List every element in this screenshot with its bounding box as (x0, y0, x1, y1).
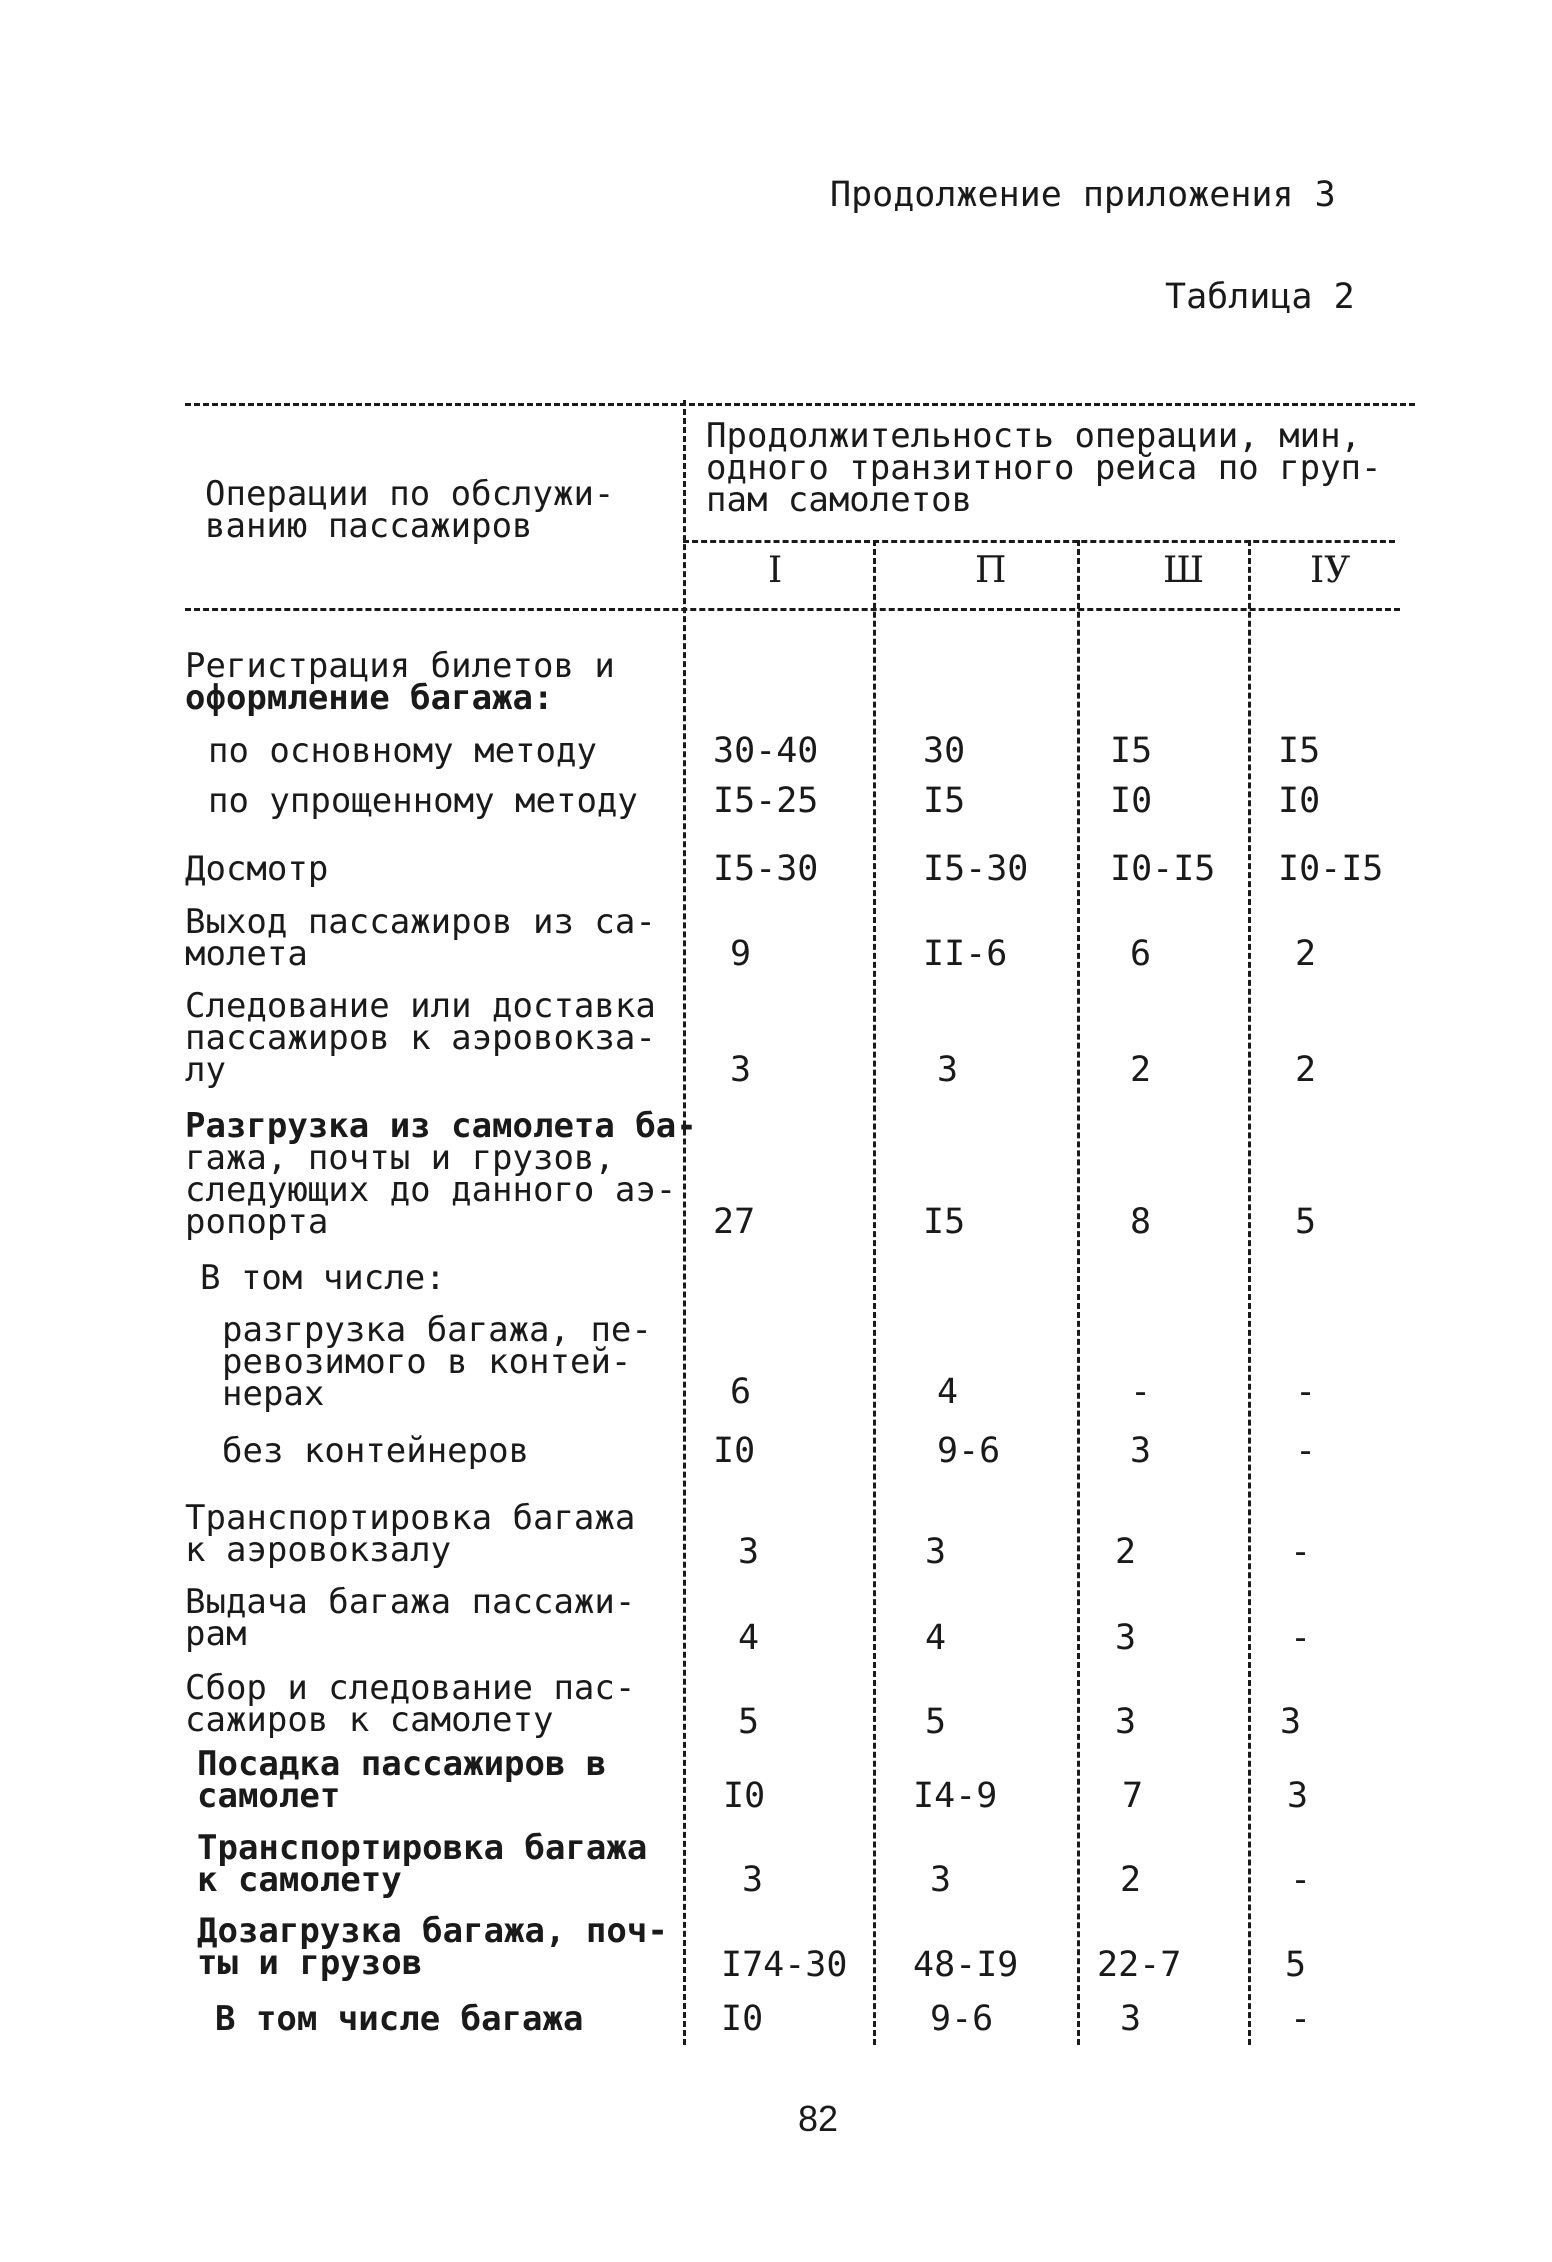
duration-header-line: одного транзитного рейса по груп- (706, 448, 1382, 488)
value-cell: 3 (937, 1050, 959, 1090)
value-cell: 48-I9 (913, 1945, 1019, 1985)
row-label-passenger-exit (185, 902, 656, 974)
label-line: молета (185, 934, 308, 974)
label-line: нерах (222, 1374, 325, 1414)
value-cell: I4-9 (913, 1776, 998, 1816)
value-cell: 4 (925, 1618, 947, 1658)
label-line: сажиров к самолету (185, 1700, 554, 1740)
value-cell: 3 (738, 1532, 760, 1572)
label-line: лу (185, 1050, 226, 1090)
value-cell: 4 (937, 1372, 959, 1412)
value-cell: I0 (721, 1999, 764, 2039)
value-cell: 2 (1115, 1532, 1137, 1572)
duration-header (706, 416, 1382, 520)
label-line: ты и грузов (197, 1943, 423, 1983)
value-cell: 3 (1120, 1999, 1142, 2039)
group-header-2: П (975, 550, 1007, 591)
column-divider-1 (873, 540, 876, 2045)
row-label-additional-loading (197, 1911, 668, 1983)
table-top-rule (185, 403, 1415, 406)
row-label-passenger-delivery (185, 986, 656, 1090)
row-label-basic-method: по основному методу (208, 731, 597, 771)
group-header-3: Ш (1163, 550, 1205, 591)
value-cell: 5 (738, 1702, 760, 1742)
value-cell: I0 (1110, 781, 1153, 821)
row-label-without-containers: без контейнеров (222, 1431, 530, 1471)
value-cell: 8 (1130, 1202, 1152, 1242)
value-cell: 3 (730, 1050, 752, 1090)
value-cell: 30-40 (713, 731, 819, 771)
value-cell: - (1290, 1860, 1312, 1900)
value-cell: - (1290, 1999, 1312, 2039)
value-cell: 6 (1130, 934, 1152, 974)
row-label-boarding-gathering (185, 1668, 636, 1740)
duration-header-line: пам самолетов (706, 480, 973, 520)
value-cell: 3 (742, 1860, 764, 1900)
label-line: к самолету (197, 1860, 402, 1900)
value-cell: 5 (1295, 1202, 1317, 1242)
value-cell: 3 (1287, 1776, 1309, 1816)
label-line: Выход пассажиров из са- (185, 902, 656, 942)
label-line: Сбор и следование пас- (185, 1668, 636, 1708)
value-cell: I5 (923, 781, 966, 821)
row-label-boarding (197, 1744, 607, 1816)
row-label-unloading (185, 1106, 697, 1242)
label-line: рам (185, 1614, 247, 1654)
groups-separator-rule (683, 540, 1395, 543)
label-line: гажа, почты и грузов, (185, 1138, 615, 1178)
value-cell: 5 (1285, 1945, 1307, 1985)
label-line: Разгрузка из самолета ба- (185, 1106, 697, 1146)
duration-header-line: Продолжительность операции, мин, (706, 416, 1362, 456)
value-cell: 3 (1130, 1431, 1152, 1471)
row-label-baggage-to-aircraft (197, 1828, 648, 1900)
label-line: самолет (197, 1776, 341, 1816)
value-cell: 6 (730, 1372, 752, 1412)
operations-header-line: ванию пассажиров (205, 506, 533, 546)
value-cell: I5 (923, 1202, 966, 1242)
value-cell: - (1295, 1372, 1317, 1412)
value-cell: - (1295, 1431, 1317, 1471)
value-cell: I0-I5 (1278, 849, 1384, 889)
page-number: 82 (798, 2098, 839, 2139)
label-line: оформление багажа: (185, 678, 554, 718)
label-line: Транспортировка багажа (185, 1498, 636, 1538)
table-number: Таблица 2 (1165, 277, 1355, 317)
operations-header (205, 474, 615, 546)
value-cell: 9-6 (937, 1431, 1001, 1471)
value-cell: 3 (925, 1532, 947, 1572)
label-line: следующих до данного аэ- (185, 1170, 677, 1210)
label-line: ревозимого в контей- (222, 1342, 632, 1382)
value-cell: - (1130, 1372, 1152, 1412)
row-label-simplified-method: по упрощенному методу (208, 781, 638, 821)
value-cell: 7 (1122, 1776, 1144, 1816)
operations-header-line: Операции по обслужи- (205, 474, 615, 514)
value-cell: 2 (1295, 934, 1317, 974)
value-cell: I5-25 (713, 781, 819, 821)
value-cell: 2 (1120, 1860, 1142, 1900)
label-line: Транспортировка багажа (197, 1828, 648, 1868)
value-cell: II-6 (923, 934, 1008, 974)
row-label-container-unloading (222, 1310, 652, 1414)
column-divider-2 (1077, 540, 1080, 2045)
continuation-note: Продолжение приложения 3 (830, 175, 1336, 215)
value-cell: 3 (1115, 1702, 1137, 1742)
value-cell: I74-30 (721, 1945, 848, 1985)
label-line: к аэровокзалу (185, 1530, 452, 1570)
label-line: Дозагрузка багажа, поч- (197, 1911, 668, 1951)
row-label-inspection: Досмотр (185, 849, 329, 889)
column-divider-3 (1248, 540, 1251, 2045)
value-cell: I5 (1110, 731, 1153, 771)
value-cell: 5 (925, 1702, 947, 1742)
group-header-4: IУ (1310, 550, 1351, 591)
row-label-including-baggage: В том числе багажа (215, 1999, 584, 2039)
value-cell: I5-30 (713, 849, 819, 889)
label-line: ропорта (185, 1202, 329, 1242)
value-cell: I0 (723, 1776, 766, 1816)
value-cell: I0 (1278, 781, 1321, 821)
group-header-1: I (768, 550, 783, 591)
label-line: Регистрация билетов и (185, 646, 615, 686)
header-bottom-rule (185, 608, 1400, 611)
value-cell: 3 (1115, 1618, 1137, 1658)
value-cell: 4 (738, 1618, 760, 1658)
label-line: пассажиров к аэровокза- (185, 1018, 656, 1058)
value-cell: 3 (930, 1860, 952, 1900)
value-cell: I0 (713, 1431, 756, 1471)
value-cell: 27 (713, 1202, 756, 1242)
value-cell: - (1290, 1618, 1312, 1658)
row-label-baggage-issue (185, 1582, 636, 1654)
value-cell: 2 (1295, 1050, 1317, 1090)
value-cell: - (1290, 1532, 1312, 1572)
value-cell: 2 (1130, 1050, 1152, 1090)
value-cell: 9 (730, 934, 752, 974)
label-line: Посадка пассажиров в (197, 1744, 607, 1784)
value-cell: 30 (923, 731, 966, 771)
row-label-including: В том числе: (200, 1258, 446, 1298)
value-cell: 9-6 (930, 1999, 994, 2039)
label-line: Выдача багажа пассажи- (185, 1582, 636, 1622)
value-cell: I5-30 (923, 849, 1029, 889)
value-cell: I0-I5 (1110, 849, 1216, 889)
value-cell: 22-7 (1097, 1945, 1182, 1985)
value-cell: I5 (1278, 731, 1321, 771)
row-label-baggage-to-terminal (185, 1498, 636, 1570)
label-line: Следование или доставка (185, 986, 656, 1026)
row-label-registration (185, 646, 615, 718)
value-cell: 3 (1280, 1702, 1302, 1742)
label-line: разгрузка багажа, пе- (222, 1310, 652, 1350)
